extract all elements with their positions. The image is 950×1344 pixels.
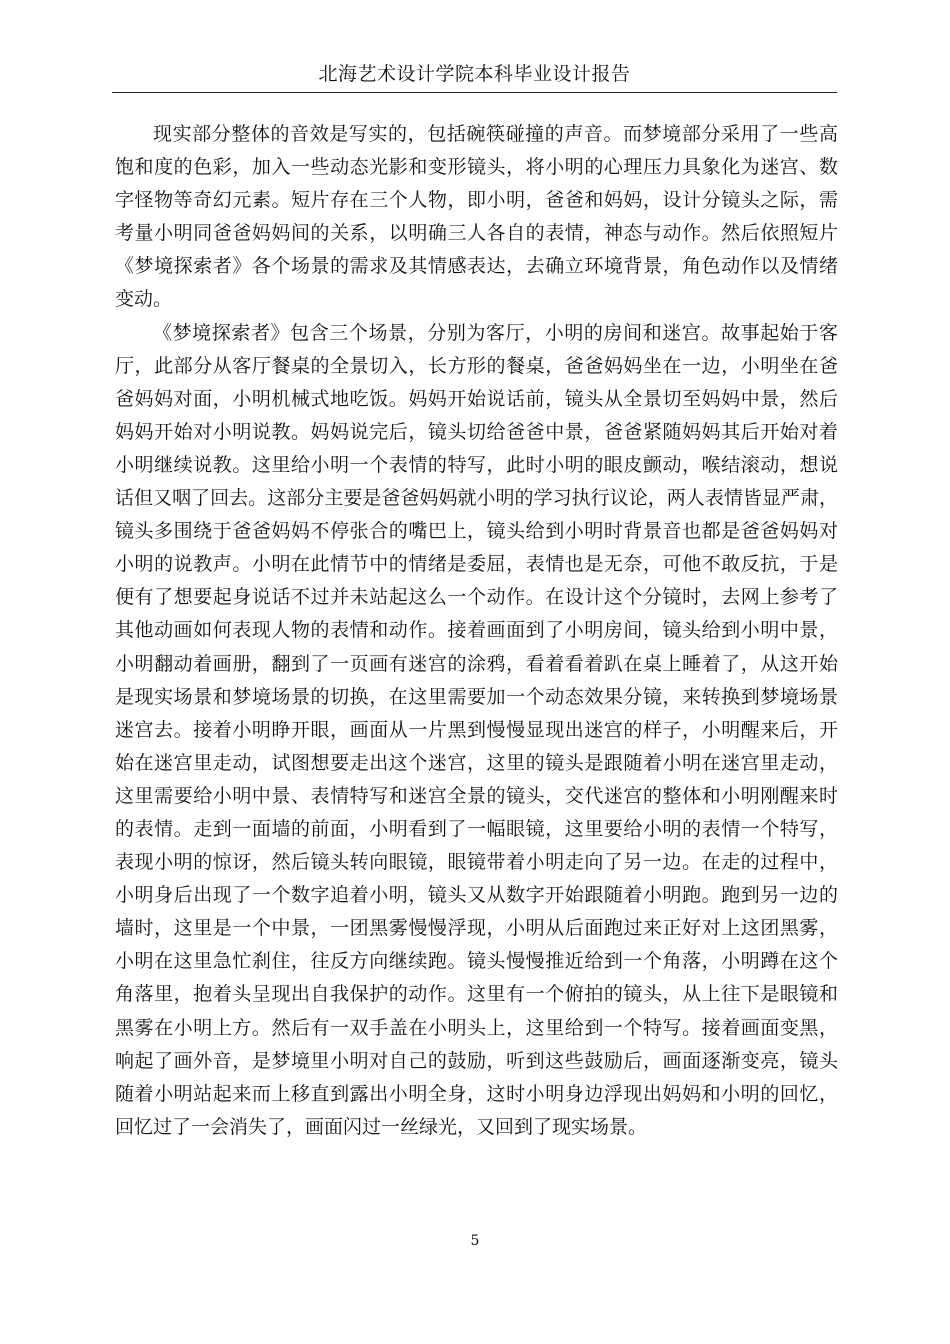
text-line: 小明翻动着画册，翻到了一页画有迷宫的涂鸦，看着看着趴在桌上睡着了，从这开始 <box>115 652 838 675</box>
text-line: 是现实场景和梦境场景的切换，在这里需要加一个动态效果分镜，来转换到梦境场景 <box>115 685 838 708</box>
text-line: 其他动画如何表现人物的表情和动作。接着画面到了小明房间，镜头给到小明中景， <box>115 619 838 642</box>
text-line: 随着小明站起来而上移直到露出小明全身，这时小明身边浮现出妈妈和小明的回忆， <box>115 1082 838 1105</box>
text-line: 考量小明同爸爸妈妈间的关系，以明确三人各自的表情，神态与动作。然后依照短片 <box>115 222 838 245</box>
page-number: 5 <box>470 1233 480 1249</box>
text-line: 爸妈妈对面，小明机械式地吃饭。妈妈开始说话前，镜头从全景切至妈妈中景，然后 <box>115 387 838 410</box>
text-line: 回忆过了一会消失了，画面闪过一丝绿光，又回到了现实场景。 <box>115 1115 648 1138</box>
text-line: 始在迷宫里走动，试图想要走出这个迷宫，这里的镜头是跟随着小明在迷宫里走动， <box>115 751 838 774</box>
text-line: 便有了想要起身说话不过并未站起这么一个动作。在设计这个分镜时，去网上参考了 <box>115 586 838 609</box>
text-line: 的表情。走到一面墙的前面，小明看到了一幅眼镜，这里要给小明的表情一个特写， <box>115 817 838 840</box>
page-header-title: 北海艺术设计学院本科毕业设计报告 <box>318 63 631 85</box>
text-line: 饱和度的色彩，加入一些动态光影和变形镜头，将小明的心理压力具象化为迷宫、数 <box>115 156 838 179</box>
text-line: 变动。 <box>115 288 173 311</box>
paragraph <box>115 118 838 317</box>
text-line: 小明继续说教。这里给小明一个表情的特写，此时小明的眼皮颤动，喉结滚动，想说 <box>115 453 838 476</box>
text-line: 厅，此部分从客厅餐桌的全景切入，长方形的餐桌，爸爸妈妈坐在一边，小明坐在爸 <box>115 354 838 377</box>
text-line: 小明身后出现了一个数字追着小明，镜头又从数字开始跟随着小明跑。跑到另一边的 <box>115 884 838 907</box>
text-line: 小明的说教声。小明在此情节中的情绪是委屈，表情也是无奈，可他不敢反抗，于是 <box>115 553 838 576</box>
text-line: 墙时，这里是一个中景，一团黑雾慢慢浮现，小明从后面跑过来正好对上这团黑雾， <box>115 917 838 940</box>
text-line: 小明在这里急忙刹住，往反方向继续跑。镜头慢慢推近给到一个角落，小明蹲在这个 <box>115 950 838 973</box>
text-line: 响起了画外音，是梦境里小明对自己的鼓励，听到这些鼓励后，画面逐渐变亮，镜头 <box>115 1049 838 1072</box>
text-line: 表现小明的惊讶，然后镜头转向眼镜，眼镜带着小明走向了另一边。在走的过程中， <box>115 851 838 874</box>
text-line: 妈妈开始对小明说教。妈妈说完后，镜头切给爸爸中景，爸爸紧随妈妈其后开始对着 <box>115 420 838 443</box>
text-line: 这里需要给小明中景、表情特写和迷宫全景的镜头，交代迷宫的整体和小明刚醒来时 <box>115 784 838 807</box>
text-line: 现实部分整体的音效是写实的，包括碗筷碰撞的声音。而梦境部分采用了一些高 <box>153 123 838 145</box>
text-line: 黑雾在小明上方。然后有一双手盖在小明头上，这里给到一个特写。接着画面变黑， <box>115 1016 838 1039</box>
text-line: 迷宫去。接着小明睁开眼，画面从一片黑到慢慢显现出迷宫的样子，小明醒来后，开 <box>115 718 838 741</box>
text-line: 《梦境探索者》各个场景的需求及其情感表达，去确立环境背景，角色动作以及情绪 <box>115 255 838 278</box>
text-line: 《梦境探索者》包含三个场景，分别为客厅，小明的房间和迷宫。故事起始于客 <box>153 321 838 344</box>
body-text <box>115 118 838 1144</box>
text-line: 角落里，抱着头呈现出自我保护的动作。这里有一个俯拍的镜头，从上往下是眼镜和 <box>115 983 838 1006</box>
paragraph <box>115 317 838 1144</box>
text-line: 字怪物等奇幻元素。短片存在三个人物，即小明，爸爸和妈妈，设计分镜头之际，需 <box>115 189 838 212</box>
text-line: 镜头多围绕于爸爸妈妈不停张合的嘴巴上，镜头给到小明时背景音也都是爸爸妈妈对 <box>115 520 838 543</box>
text-line: 话但又咽了回去。这部分主要是爸爸妈妈就小明的学习执行议论，两人表情皆显严肃， <box>115 487 838 510</box>
header-divider <box>112 92 837 93</box>
